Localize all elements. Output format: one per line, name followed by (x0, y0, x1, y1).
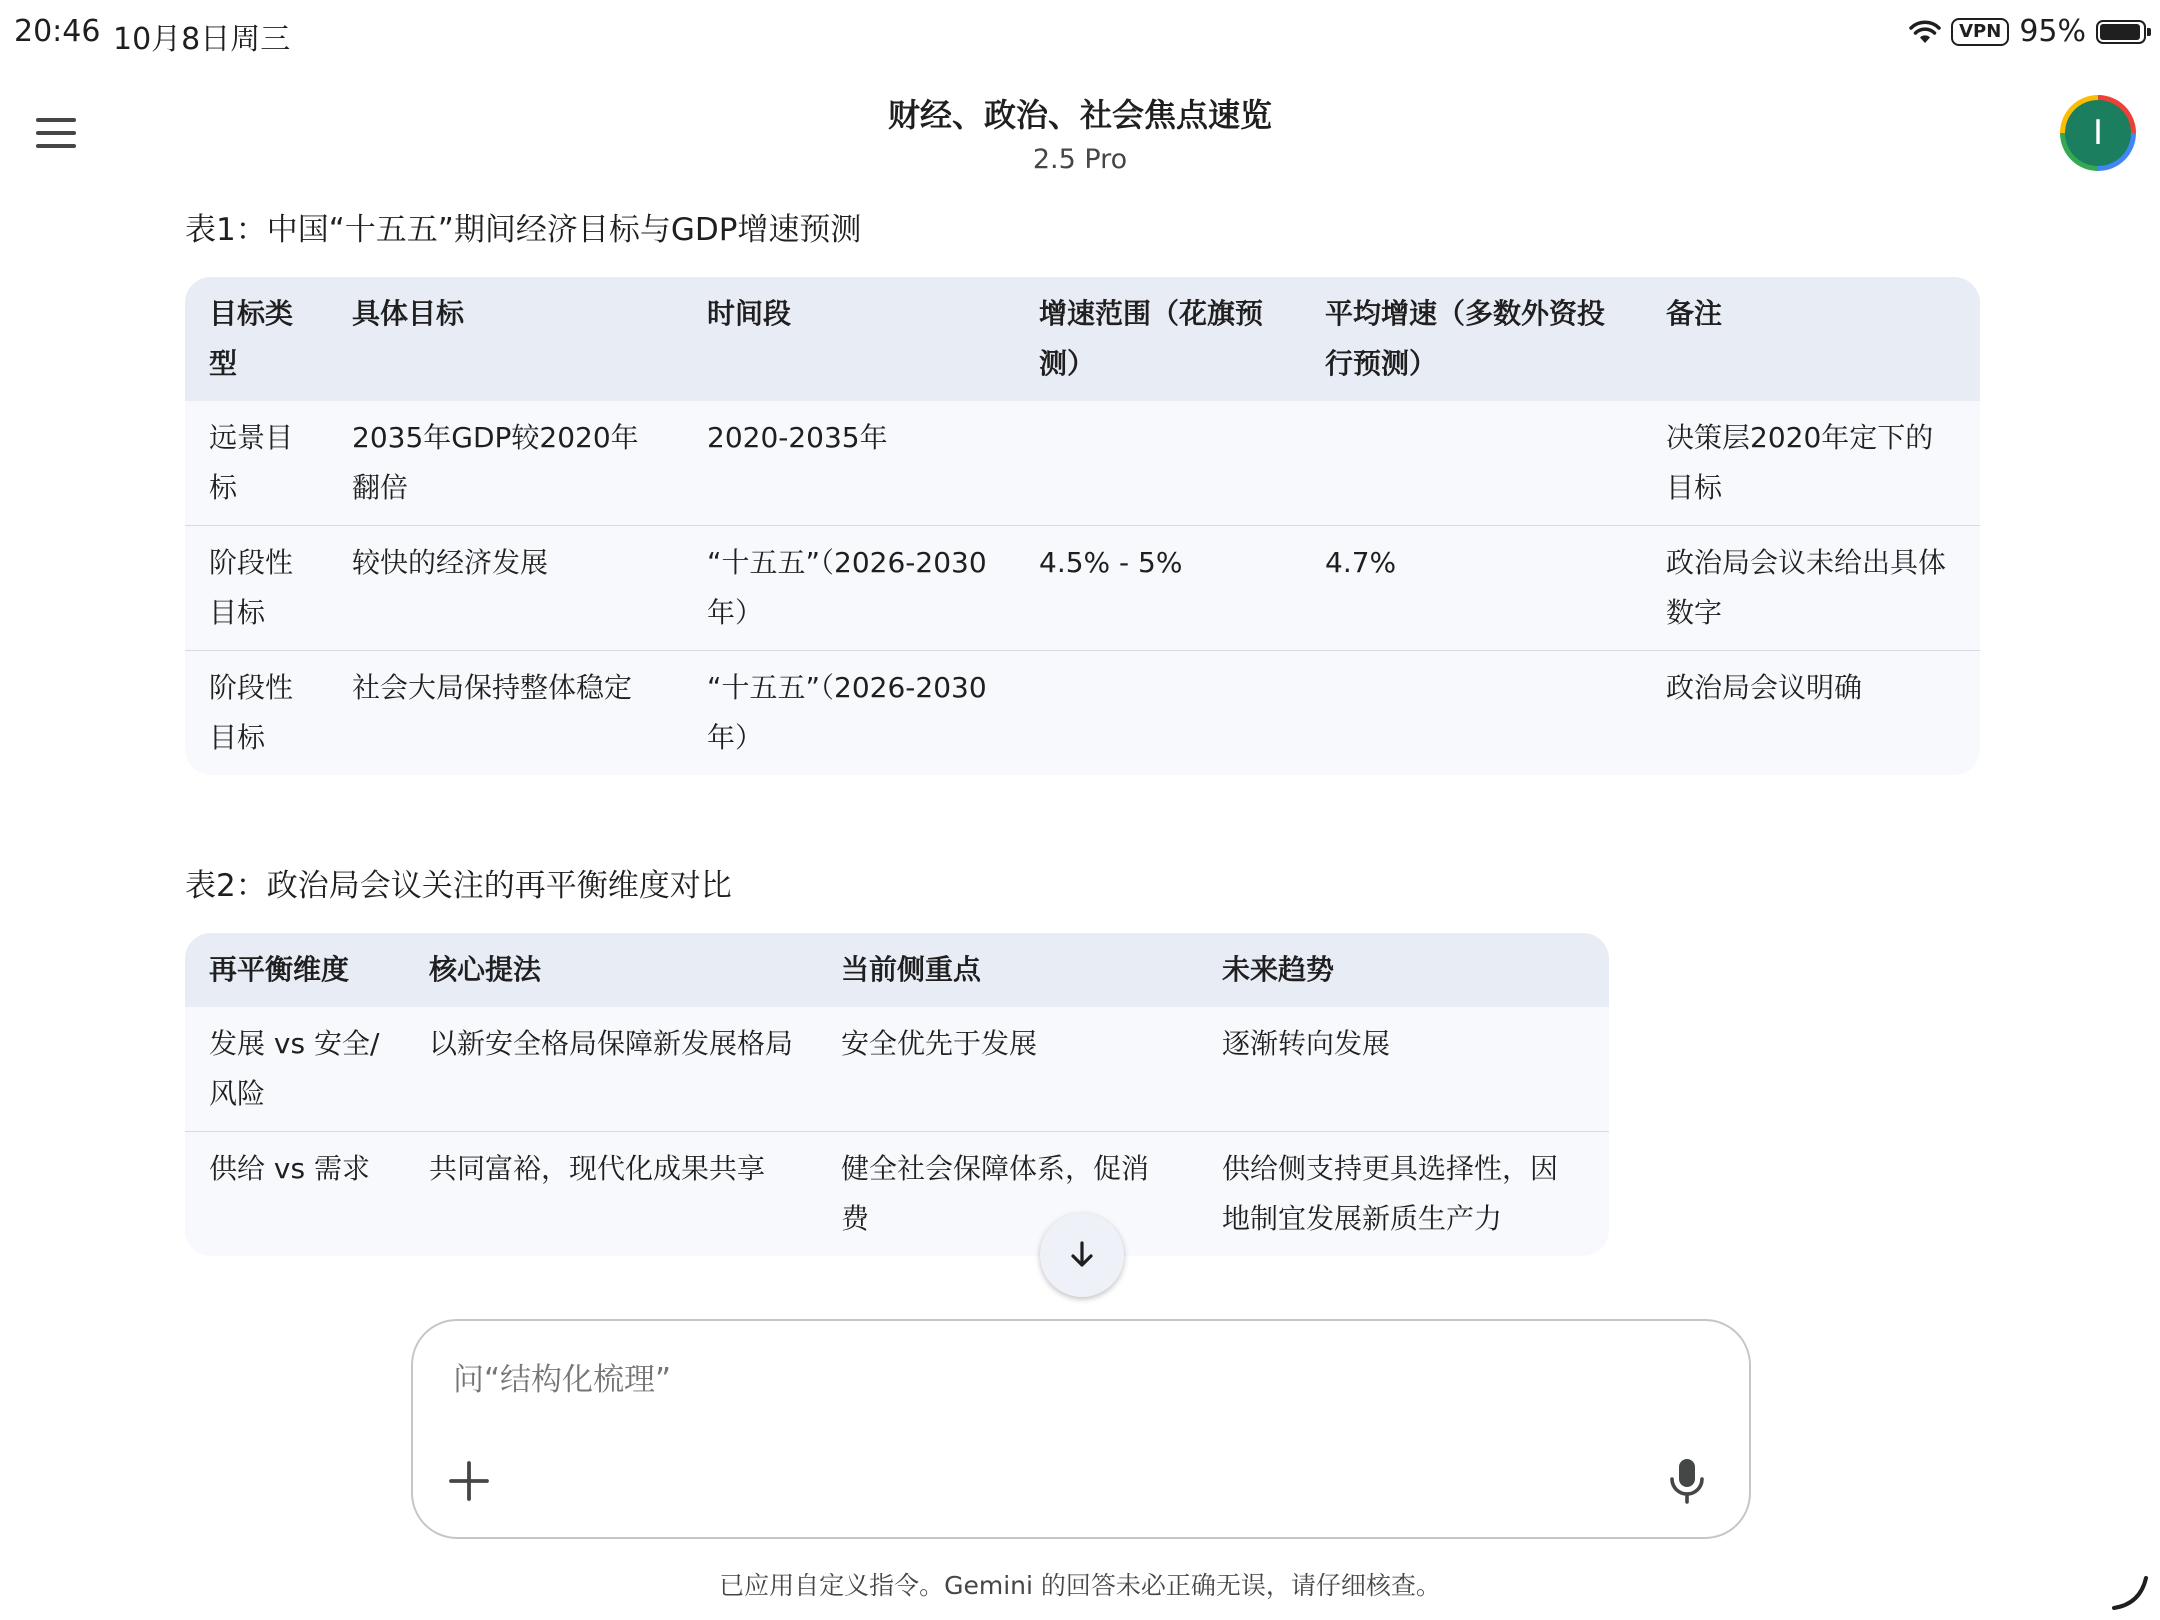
table1-cell: 2020-2035年 (707, 421, 888, 454)
mic-icon (1667, 1457, 1707, 1505)
avatar[interactable] (2060, 95, 2136, 171)
battery-icon (2096, 20, 2146, 44)
table2-header-cell: 核心提法 (405, 933, 817, 1007)
status-right (1909, 14, 2146, 49)
table2-cell: 发展 vs 安全/风险 (209, 1027, 380, 1110)
battery-fill (2100, 24, 2140, 40)
table2-cell: 供给 vs 需求 (185, 1132, 405, 1257)
vpn-badge: VPN (1951, 18, 2009, 46)
table1-row (185, 651, 1980, 776)
table1-cell: 2035年GDP较2020年翻倍 (352, 421, 639, 504)
disclaimer: 已应用自定义指令。Gemini 的回答未必正确无误，请仔细核查。 (719, 1571, 1441, 1600)
battery-percent: 95% (2019, 14, 2086, 49)
table2-header-cell: 当前侧重点 (817, 933, 1198, 1007)
table1-cell: “十五五”（2026-2030年） (683, 526, 1015, 651)
table2-header-cell: 未来趋势 (1198, 933, 1609, 1007)
table2-row (185, 1132, 1609, 1257)
mic-button[interactable] (1667, 1457, 1707, 1505)
wifi-icon (1909, 19, 1941, 45)
table1-cell: 阶段性目标 (185, 651, 328, 776)
table1-row (185, 401, 1980, 526)
table2-header-cell: 再平衡维度 (185, 933, 405, 1007)
table2-cell: 安全优先于发展 (841, 1027, 1038, 1060)
corner-handle-icon (2110, 1572, 2150, 1612)
table1-cell: 4.5% - 5% (1015, 526, 1301, 651)
table2-cell: 健全社会保障体系，促消费 (817, 1132, 1198, 1257)
table1-header-row (185, 277, 1980, 401)
status-bar (0, 0, 2160, 64)
table1 (185, 277, 1980, 775)
prompt-box (411, 1319, 1751, 1539)
plus-icon (447, 1459, 491, 1503)
table1-header-cell: 时间段 (683, 277, 1015, 401)
table1-cell: 阶段性目标 (185, 526, 328, 651)
table1-cell (1301, 401, 1642, 526)
table2-title: 表2：政治局会议关注的再平衡维度对比 (185, 868, 732, 904)
table1-cell (1015, 651, 1301, 776)
table1-cell: 政治局会议明确 (1642, 651, 1980, 776)
table1-cell: 决策层2020年定下的目标 (1666, 421, 1934, 504)
table1-cell: 较快的经济发展 (328, 526, 683, 651)
table1-cell: 社会大局保持整体稳定 (328, 651, 683, 776)
table1-cell: 远景目标 (209, 421, 294, 504)
prompt-input[interactable] (451, 1361, 1655, 1399)
status-time: 20:46 (14, 14, 101, 49)
table1-header-cell: 目标类型 (185, 277, 328, 401)
table2-row (185, 1007, 1609, 1132)
table1-header-cell: 具体目标 (328, 277, 683, 401)
status-date: 10月8日周三 (113, 22, 291, 57)
avatar-initial: I (2065, 100, 2131, 166)
table1-row (185, 526, 1980, 651)
arrow-down-icon (1068, 1240, 1096, 1270)
page-title: 财经、政治、社会焦点速览 (887, 96, 1272, 134)
model-selector[interactable]: 2.5 Pro (1032, 144, 1128, 175)
scroll-down-button[interactable] (1040, 1213, 1124, 1297)
table2 (185, 933, 1609, 1256)
table1-title: 表1：中国“十五五”期间经济目标与GDP增速预测 (185, 212, 862, 248)
table1-cell: “十五五”（2026-2030年） (683, 651, 1015, 776)
table1-cell: 政治局会议未给出具体数字 (1642, 526, 1980, 651)
table2-cell: 逐渐转向发展 (1222, 1027, 1391, 1060)
table2-cell: 以新安全格局保障新发展格局 (429, 1027, 794, 1060)
table2-header-row (185, 933, 1609, 1007)
table1-cell: 4.7% (1301, 526, 1642, 651)
table1-cell (1301, 651, 1642, 776)
table1-header-cell: 平均增速（多数外资投行预测） (1301, 277, 1642, 401)
table1-cell (1015, 401, 1301, 526)
table2-cell: 共同富裕，现代化成果共享 (405, 1132, 817, 1257)
table1-header-cell: 增速范围（花旗预测） (1015, 277, 1301, 401)
add-button[interactable] (447, 1459, 491, 1503)
table1-header-cell: 备注 (1642, 277, 1980, 401)
table2-cell: 供给侧支持更具选择性，因地制宜发展新质生产力 (1198, 1132, 1609, 1257)
